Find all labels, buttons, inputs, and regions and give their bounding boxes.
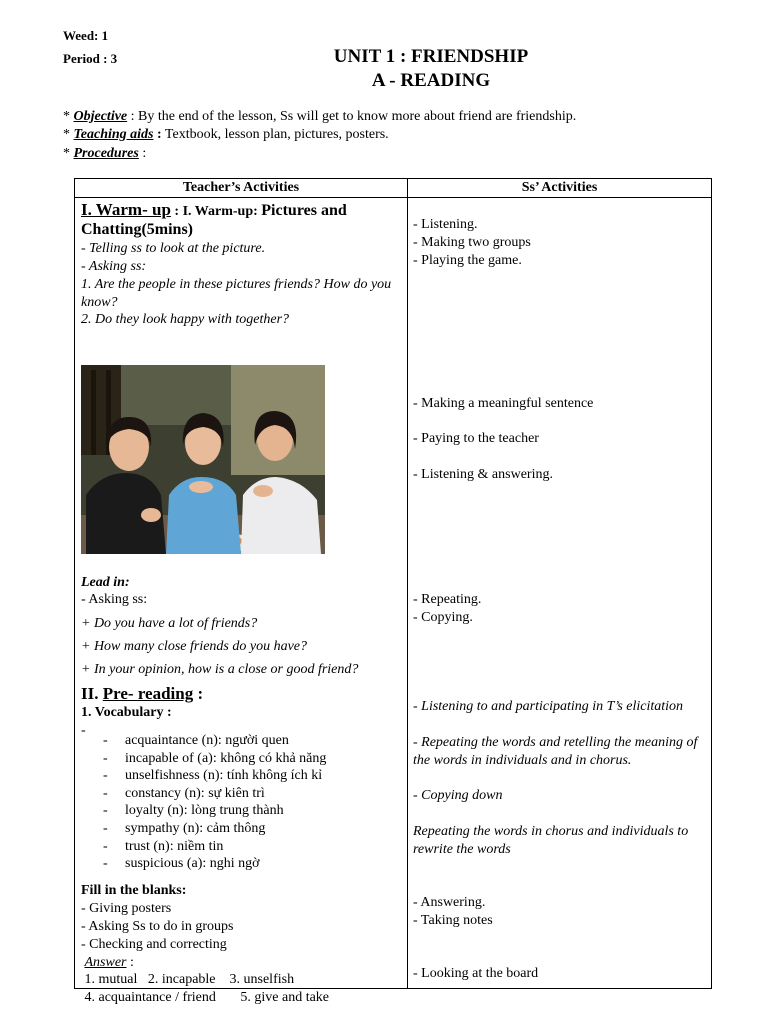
- teacher-asking: - Asking ss:: [81, 259, 147, 274]
- student-activity: - Copying.: [413, 610, 473, 625]
- vocabulary-item: - suspicious (a): nghi ngờ: [103, 856, 260, 872]
- objective-text: : By the end of the lesson, Ss will get to know more about friend are friendship.: [127, 109, 577, 124]
- lesson-title: A - READING: [371, 70, 491, 91]
- answer-label-line: Answer :: [84, 955, 134, 970]
- warmup-heading: I. Warm- up: [81, 200, 171, 219]
- student-activity: - Making two groups: [413, 235, 531, 250]
- student-activity: Repeating the words in chorus and individuals to rewrite the words: [413, 824, 689, 857]
- fill-blanks-heading: Fill in the blanks:: [81, 883, 187, 898]
- student-activity: - Making a meaningful sentence: [413, 396, 594, 411]
- lead-in-ask: - Asking ss:: [81, 592, 148, 607]
- warmup-topic: Chatting(5mins): [81, 221, 194, 238]
- fill-step-2: - Asking Ss to do in groups: [81, 919, 234, 934]
- answer-label: Answer: [84, 955, 127, 970]
- student-activity: - Answering.: [413, 895, 486, 910]
- teaching-aids-label: Teaching aids: [73, 127, 154, 142]
- student-activity: - Paying to the teacher: [413, 431, 539, 446]
- lead-in-question-3: + In your opinion, how is a close or good friend?: [81, 662, 359, 677]
- vocabulary-item: - incapable of (a): không có khả năng: [103, 750, 327, 766]
- vocabulary-list: [81, 732, 326, 873]
- teacher-instruction: - Telling ss to look at the picture.: [81, 241, 266, 256]
- teaching-aids-text: Textbook, lesson plan, pictures, posters.: [161, 127, 389, 142]
- student-activity: - Taking notes: [413, 913, 493, 928]
- teacher-activities-cell: [75, 198, 408, 1005]
- fill-step-1: - Giving posters: [81, 901, 172, 916]
- pre-reading-heading-line: II. Pre- reading :: [81, 684, 204, 703]
- student-activity: - Listening & answering.: [413, 467, 553, 482]
- warmup-line: I. Warm- up : I. Warm-up: Pictures and: [81, 200, 347, 219]
- question-1: 1. Are the people in these pictures friends? How do you know?: [81, 277, 392, 310]
- unit-title: UNIT 1 : FRIENDSHIP: [333, 46, 529, 67]
- question-2: 2. Do they look happy with together?: [81, 312, 290, 327]
- students-activities-cell: [408, 198, 712, 989]
- period-label: Period : 3: [63, 51, 118, 66]
- activities-table: [74, 178, 712, 1005]
- vocabulary-item: - sympathy (n): cảm thông: [103, 820, 266, 836]
- teaching-aids-line: * Teaching aids : Textbook, lesson plan, pictures, posters.: [63, 127, 389, 142]
- vocabulary-item: - constancy (n): sự kiên trì: [103, 785, 265, 801]
- pre-reading-heading: Pre- reading: [102, 684, 194, 703]
- procedures-text: :: [138, 146, 147, 161]
- week-label: Weed: 1: [63, 28, 109, 43]
- procedures-label: Procedures: [73, 146, 139, 161]
- objective-label: Objective: [73, 109, 128, 124]
- student-activity: - Looking at the board: [413, 966, 539, 981]
- objective-line: * Objective : By the end of the lesson, Ss will get to know more about friend are friendship.: [63, 109, 577, 124]
- vocabulary-heading: 1. Vocabulary :: [81, 705, 172, 720]
- lead-in-question-2: + How many close friends do you have?: [81, 639, 308, 654]
- student-activity: - Copying down: [413, 788, 503, 803]
- procedures-line: * Procedures :: [63, 146, 147, 161]
- teacher-activities-header: Teacher’s Activities: [75, 179, 408, 198]
- student-activity: - Repeating the words and retelling the meaning of the words in individuals and in chorus.: [413, 735, 698, 768]
- students-activities-header: Ss’ Activities: [408, 179, 712, 198]
- vocabulary-item: - unselfishness (n): tính không ích kỉ: [103, 768, 323, 784]
- vocabulary-item: - acquaintance (n): người quen: [103, 733, 289, 748]
- vocabulary-item: - loyalty (n): lòng trung thành: [103, 803, 284, 819]
- student-activity: - Repeating.: [413, 592, 482, 607]
- lead-in-heading: Lead in:: [81, 575, 130, 590]
- answer-line-2: 4. acquaintance / friend 5. give and take: [81, 990, 330, 1005]
- vocabulary-dash: -: [81, 723, 86, 738]
- student-activity: - Listening to and participating in T’s elicitation: [413, 699, 684, 714]
- answer-line-1: 1. mutual 2. incapable 3. unselfish: [81, 972, 295, 987]
- student-activity: - Listening.: [413, 217, 478, 232]
- student-activity: - Playing the game.: [413, 253, 522, 268]
- vocabulary-item: - trust (n): niềm tin: [103, 838, 224, 854]
- lead-in-question-1: + Do you have a lot of friends?: [81, 616, 258, 631]
- friends-photo: [81, 365, 325, 554]
- fill-step-3: - Checking and correcting: [81, 937, 227, 952]
